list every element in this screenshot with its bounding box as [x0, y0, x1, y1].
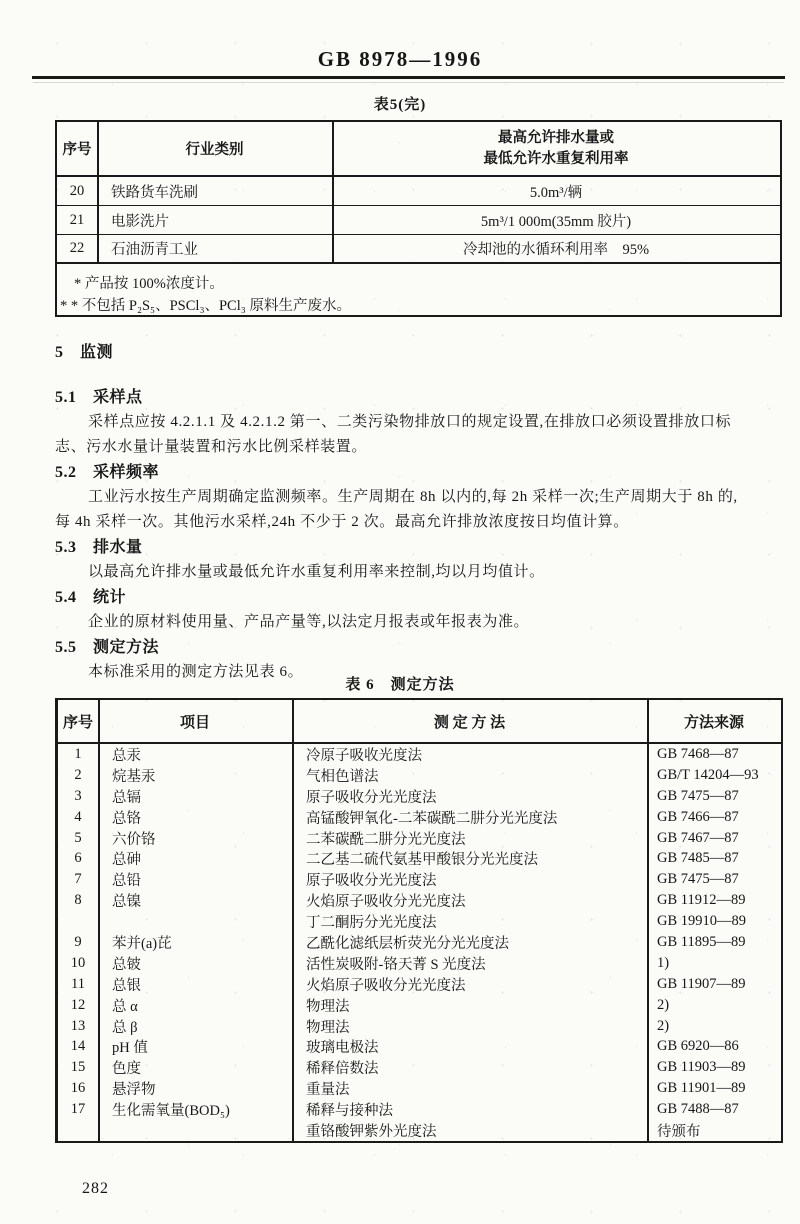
table6-cell-method: 物理法: [306, 1019, 350, 1036]
paragraph-line: 每 4h 采样一次。其他污水采样,24h 不少于 2 次。最高允许排放浓度按日均值计算。: [55, 514, 629, 530]
table6-cell-method: 重铬酸钾紫外光度法: [306, 1124, 437, 1141]
table6-cell-source: GB 7466—87: [657, 808, 739, 825]
section-5-monitoring-text: [55, 340, 795, 685]
table6-row: [58, 974, 781, 995]
table6-cell-item: 总铬: [112, 810, 141, 827]
table6-cell-source: GB 7475—87: [657, 871, 739, 888]
table5-cell-industry: 铁路货车洗刷: [111, 184, 198, 201]
table6-cell-source: GB 7475—87: [657, 787, 739, 804]
table6-cell-source: 待颁布: [657, 1124, 701, 1141]
table6-row: [58, 1057, 781, 1078]
table6-row: [58, 869, 781, 890]
table6-cell-item: 总铍: [112, 956, 141, 973]
paragraph-line: 工业污水按生产周期确定监测频率。生产周期在 8h 以内的,每 2h 采样一次;生产周期大于 8h 的,: [88, 489, 738, 505]
table5-header-value-line1: 最高允许排水量或: [498, 129, 614, 146]
table6-cell-item: 总汞: [112, 748, 141, 764]
table6-cell-seq: 6: [74, 850, 82, 867]
table6-cell-method: 火焰原子吸收分光光度法: [306, 894, 466, 911]
table6-row: [58, 828, 781, 849]
table6-row: [58, 1078, 781, 1099]
table6-cell-seq: 4: [74, 808, 82, 825]
table6-body: [58, 744, 781, 1141]
table5-caption: 表5(完): [373, 97, 427, 113]
table6-header-source: 方法来源: [683, 714, 744, 731]
table6-cell-item: 悬浮物: [112, 1082, 156, 1099]
table6-cell-seq: 14: [70, 1038, 86, 1055]
table6-row: [58, 765, 781, 786]
table6-cell-item: 六价铬: [112, 831, 156, 848]
table6-cell-method: 重量法: [306, 1082, 350, 1099]
table6-cell-item: 总砷: [112, 852, 141, 869]
table5-header-industry: 行业类别: [185, 142, 244, 158]
table6-cell-method: 二苯碳酰二肼分光光度法: [306, 831, 466, 848]
table6-cell-method: 二乙基二硫代氨基甲酸银分光光度法: [306, 852, 538, 869]
table5-cell-value: 5m³/1 000m(35mm 胶片): [480, 213, 632, 230]
table6-row: [58, 744, 781, 765]
table6-cell-method: 丁二酮肟分光光度法: [306, 915, 437, 932]
table6-cell-method: 气相色谱法: [306, 768, 379, 785]
section-heading: 5.5 测定方法: [55, 639, 160, 656]
table6-cell-item: pH 值: [112, 1040, 148, 1057]
table6-cell-source: GB 7485—87: [657, 850, 739, 867]
table6-cell-seq: 3: [74, 787, 82, 804]
table6-cell-source: GB 11903—89: [657, 1059, 746, 1076]
table6-cell-source: GB 6920—86: [657, 1038, 739, 1055]
section-heading: 5.1 采样点: [55, 389, 143, 406]
standard-number-title: GB 8978—1996: [317, 47, 483, 71]
table6-cell-item: 总 α: [112, 998, 138, 1015]
table6-cell-item: 生化需氧量(BOD₅): [112, 1103, 230, 1120]
table6-row: [58, 1036, 781, 1057]
table6-cell-source: GB 7468—87: [657, 746, 739, 762]
table6-caption: 表 6 测定方法: [345, 677, 455, 693]
table6-cell-seq: 1: [74, 746, 82, 762]
table6-cell-method: 活性炭吸附-铬天菁 S 光度法: [306, 956, 486, 973]
table6-cell-seq: 12: [70, 996, 86, 1013]
table6-cell-source: GB 11901—89: [657, 1080, 746, 1097]
table6-cell-seq: 13: [70, 1017, 86, 1034]
table6-cell-source: 2): [657, 996, 670, 1013]
table6-cell-item: 总镍: [112, 894, 141, 911]
table6-cell-source: 2): [657, 1017, 670, 1034]
table5-discharge-limits: [55, 120, 782, 317]
table6-cell-source: GB 7467—87: [657, 829, 739, 846]
table5-header-value-line2: 最低允许水重复利用率: [483, 150, 629, 167]
table6-row: [58, 932, 781, 953]
table5-footnotes: [57, 264, 780, 317]
table6-cell-source: GB 11907—89: [657, 975, 746, 992]
table6-row: [58, 807, 781, 828]
table6-cell-source: 1): [657, 954, 670, 971]
table6-cell-seq: 17: [70, 1101, 86, 1118]
table5-cell-industry: 石油沥青工业: [111, 242, 198, 259]
table6-header-item: 项目: [179, 714, 210, 731]
table6-row: [58, 890, 781, 911]
table5-header-seq: 序号: [62, 142, 92, 158]
table5-row: [57, 206, 780, 235]
table6-row: [58, 1120, 781, 1141]
header-rule: [32, 76, 785, 79]
table6-cell-source: GB 11895—89: [657, 934, 746, 951]
table6-cell-item: 总铅: [112, 873, 141, 890]
table6-cell-method: 原子吸收分光光度法: [306, 873, 437, 890]
table6-row: [58, 1099, 781, 1120]
table6-cell-method: 原子吸收分光光度法: [306, 789, 437, 806]
table6-cell-item: 苯并(a)芘: [112, 936, 172, 953]
table6-cell-seq: 11: [71, 975, 85, 992]
paragraph-line: 志、污水水量计量装置和污水比例采样装置。: [55, 439, 368, 455]
table6-cell-seq: 15: [70, 1059, 86, 1076]
table6-row: [58, 911, 781, 932]
table6-cell-item: 总 β: [112, 1019, 138, 1036]
table5-footnote-1: * 产品按 100%浓度计。: [74, 275, 224, 292]
table6-cell-method: 玻璃电极法: [306, 1040, 379, 1057]
table6-cell-item: 总镉: [112, 789, 141, 806]
table6-cell-method: 物理法: [306, 998, 350, 1015]
table6-cell-seq: 5: [74, 829, 82, 846]
table6-row: [58, 953, 781, 974]
table5-row: [57, 177, 780, 206]
table6-row: [58, 1016, 781, 1037]
table5-cell-value: 冷却池的水循环利用率 95%: [462, 242, 650, 259]
table6-header-seq: 序号: [62, 714, 93, 731]
table6-row: [58, 848, 781, 869]
table5-cell-seq: 21: [69, 211, 85, 228]
section-heading: 5 监测: [55, 344, 114, 361]
paragraph-line: 以最高允许排水量或最低允许水重复利用率来控制,均以月均值计。: [88, 564, 545, 580]
table5-header-value: [332, 122, 780, 175]
table5-cell-seq: 20: [69, 182, 85, 199]
table6-cell-method: 高锰酸钾氧化-二苯碳酰二肼分光光度法: [306, 810, 558, 827]
table6-cell-method: 稀释倍数法: [306, 1061, 379, 1078]
table6-row: [58, 995, 781, 1016]
table6-cell-seq: 10: [70, 954, 86, 971]
paragraph-line: 采样点应按 4.2.1.1 及 4.2.1.2 第一、二类污染物排放口的规定设置,在排放口必须设置排放口标: [88, 414, 732, 430]
table6-cell-seq: 2: [74, 766, 82, 783]
page-number: 282: [82, 1180, 109, 1197]
table6-cell-source: GB 11912—89: [657, 892, 746, 909]
section-heading: 5.2 采样频率: [55, 464, 160, 481]
table6-row: [58, 786, 781, 807]
table5-footnote-2: * * 不包括 P₂S₅、PSCl₃、PCl₃ 原料生产废水。: [60, 297, 351, 314]
table6-cell-source: GB 7488—87: [657, 1101, 739, 1118]
table6-determination-methods: [55, 698, 783, 1143]
section-heading: 5.3 排水量: [55, 539, 143, 556]
paragraph-line: 本标准采用的测定方法见表 6。: [88, 664, 304, 680]
table6-header-row: [58, 700, 781, 742]
paragraph-line: 企业的原材料使用量、产品产量等,以法定月报表或年报表为准。: [88, 614, 530, 630]
table6-cell-item: 烷基汞: [112, 768, 156, 785]
table6-cell-seq: 7: [74, 871, 82, 888]
table6-cell-method: 乙酰化滤纸层析荧光分光光度法: [306, 936, 509, 953]
section-heading: 5.4 统计: [55, 589, 127, 606]
table5-cell-value: 5.0m³/辆: [529, 184, 583, 201]
table6-cell-seq: 8: [74, 892, 82, 909]
table6-cell-item: 色度: [112, 1061, 141, 1078]
table5-row: [57, 235, 780, 264]
table6-cell-method: 稀释与接种法: [306, 1103, 393, 1120]
table6-cell-method: 火焰原子吸收分光光度法: [306, 977, 466, 994]
table6-cell-source: GB 19910—89: [657, 913, 747, 930]
table6-header-method: 测 定 方 法: [433, 714, 506, 731]
table6-cell-item: 总银: [112, 977, 141, 994]
table5-cell-seq: 22: [69, 240, 85, 257]
table6-cell-source: GB/T 14204—93: [657, 766, 759, 783]
table6-cell-seq: 9: [74, 934, 82, 951]
table6-cell-seq: 16: [70, 1080, 86, 1097]
table5-cell-industry: 电影洗片: [111, 213, 169, 230]
table6-cell-method: 冷原子吸收光度法: [306, 748, 422, 764]
table5-body: [57, 177, 780, 263]
